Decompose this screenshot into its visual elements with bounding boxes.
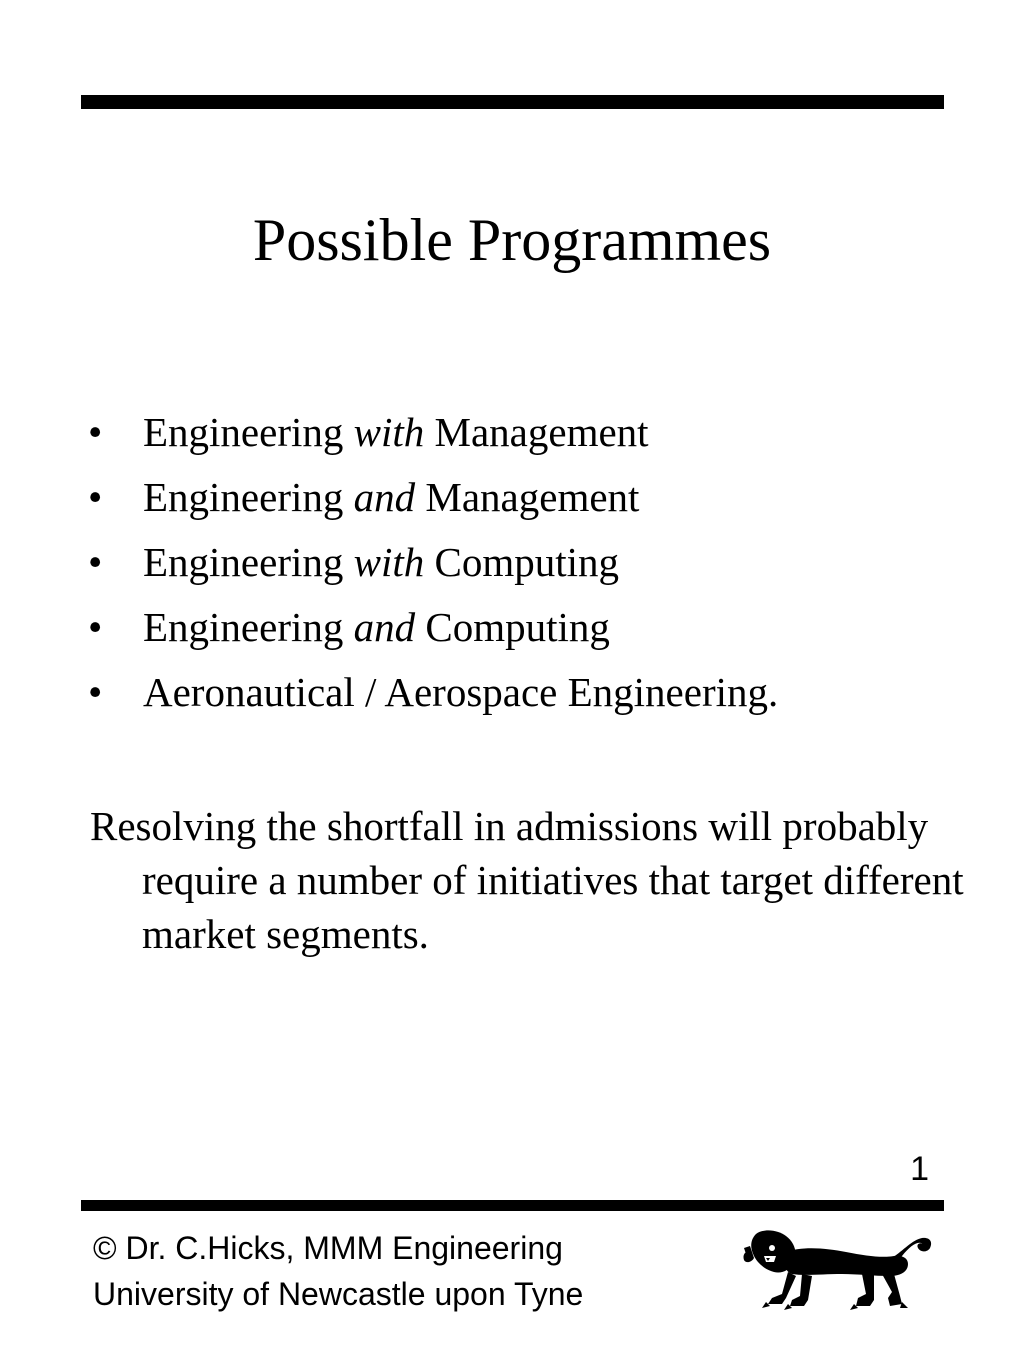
list-item-text: Management: [424, 409, 649, 455]
bullet-icon: •: [88, 669, 103, 715]
list-item-emphasis: and: [353, 474, 416, 520]
footer-credit: [93, 1225, 583, 1317]
bullet-icon: •: [88, 539, 103, 585]
list-item: [88, 660, 778, 725]
bullet-icon: •: [88, 474, 103, 520]
list-item-text: Engineering: [143, 604, 354, 650]
top-rule: [81, 95, 944, 109]
list-item-text: Engineering: [143, 539, 354, 585]
bullet-icon: •: [88, 409, 103, 455]
footer-line-author: © Dr. C.Hicks, MMM Engineering: [93, 1230, 563, 1266]
list-item: [88, 400, 778, 465]
list-item: [88, 530, 778, 595]
programme-list: [88, 400, 778, 725]
bottom-rule: [81, 1200, 944, 1211]
footer-line-university: University of Newcastle upon Tyne: [93, 1276, 584, 1312]
list-item-emphasis: with: [353, 409, 425, 455]
heraldic-lion-icon: [742, 1228, 934, 1310]
list-item-emphasis: with: [353, 539, 425, 585]
list-item-text: Management: [415, 474, 640, 520]
list-item-text: Aeronautical / Aerospace Engineering.: [143, 669, 779, 715]
list-item-text: Computing: [424, 539, 620, 585]
list-item-text: Computing: [415, 604, 610, 650]
list-item-emphasis: and: [353, 604, 416, 650]
slide-title: Possible Programmes: [252, 207, 772, 273]
list-item: [88, 465, 778, 530]
bullet-icon: •: [88, 604, 103, 650]
body-paragraph: Resolving the shortfall in admissions will probably require a number of initiatives that target different market segments.: [90, 803, 964, 957]
list-item-text: Engineering: [143, 474, 354, 520]
list-item: [88, 595, 778, 660]
page-number: 1: [910, 1150, 929, 1188]
list-item-text: Engineering: [143, 409, 354, 455]
